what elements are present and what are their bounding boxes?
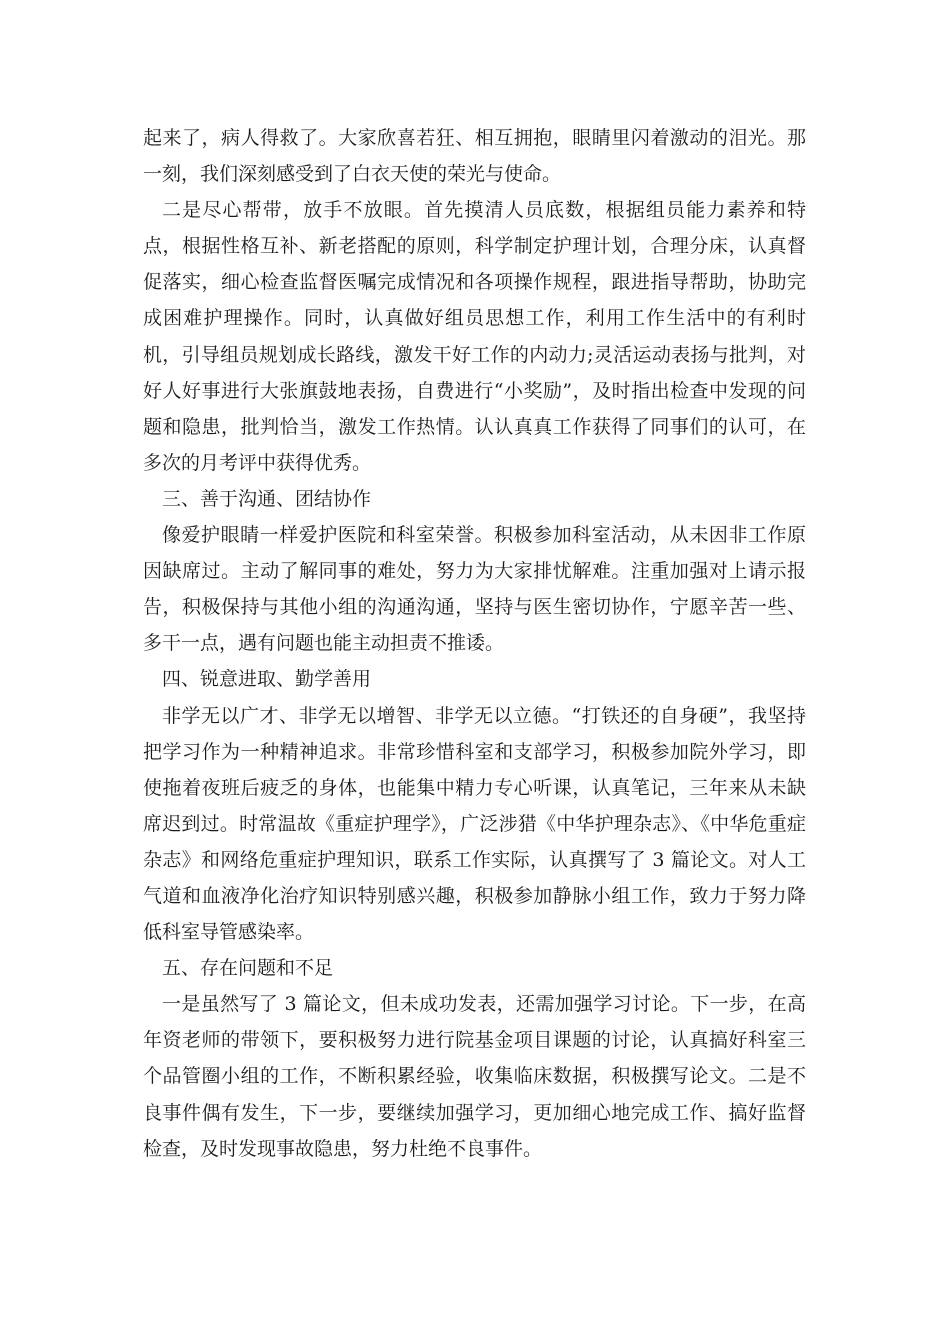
section-heading-communication: 三、善于沟通、团结协作 bbox=[162, 487, 372, 510]
paragraph-problems: 一是虽然写了 3 篇论文，但未成功发表，还需加强学习讨论。下一步，在高年资老师的带领下，要积极努力进行院基金项目课题的讨论，认真搞好科室三个品管圈小组的工作，不断积累经验，收集临床数据，积极撰写论文。二是不良事件偶有发生，下一步，要继续加强学习，更加细心地完成工作、搞好监督检查，及时发现事故隐患，努力杜绝不良事件。 bbox=[143, 993, 806, 1160]
document-body bbox=[143, 120, 806, 1167]
paragraph-communication: 像爱护眼睛一样爱护医院和科室荣誉。积极参加科室活动，从未因非工作原因缺席过。主动了解同事的难处，努力为大家排忧解难。注重加强对上请示报告，积极保持与其他小组的沟通沟通，坚持与医生密切协作，宁愿辛苦一些、多干一点，遇有问题也能主动担责不推诿。 bbox=[143, 524, 806, 655]
section-heading-problems: 五、存在问题和不足 bbox=[162, 957, 334, 980]
paragraph-continuation: 起来了，病人得救了。大家欣喜若狂、相互拥抱，眼睛里闪着激动的泪光。那一刻，我们深刻感受到了白衣天使的荣光与使命。 bbox=[143, 127, 806, 186]
section-heading-learning: 四、锐意进取、勤学善用 bbox=[162, 668, 372, 691]
paragraph-learning: 非学无以广才、非学无以增智、非学无以立德。“打铁还的自身硬”，我坚持把学习作为一种精神追求。非常珍惜科室和支部学习，积极参加院外学习，即使拖着夜班后疲乏的身体，也能集中精力专心听课，认真笔记，三年来从未缺席迟到过。时常温故《重症护理学》，广泛涉猎《中华护理杂志》、《中华危重症杂志》和网络危重症护理知识，联系工作实际，认真撰写了 3 篇论文。对人工气道和血液净化治疗知识特别感兴趣，积极参加静脉小组工作，致力于努力降低科室导管感染率。 bbox=[143, 704, 806, 944]
paragraph-mentoring: 二是尽心帮带，放手不放眼。首先摸清人员底数，根据组员能力素养和特点，根据性格互补、新老搭配的原则，科学制定护理计划，合理分床，认真督促落实，细心检查监督医嘱完成情况和各项操作规程，跟进指导帮助，协助完成困难护理操作。同时，认真做好组员思想工作，利用工作生活中的有利时机，引导组员规划成长路线，激发干好工作的内动力;灵活运动表扬与批判，对好人好事进行大张旗鼓地表扬，自费进行“小奖励”，及时指出检查中发现的问题和隐患，批判恰当，激发工作热情。认认真真工作获得了同事们的认可，在多次的月考评中获得优秀。 bbox=[143, 199, 806, 474]
